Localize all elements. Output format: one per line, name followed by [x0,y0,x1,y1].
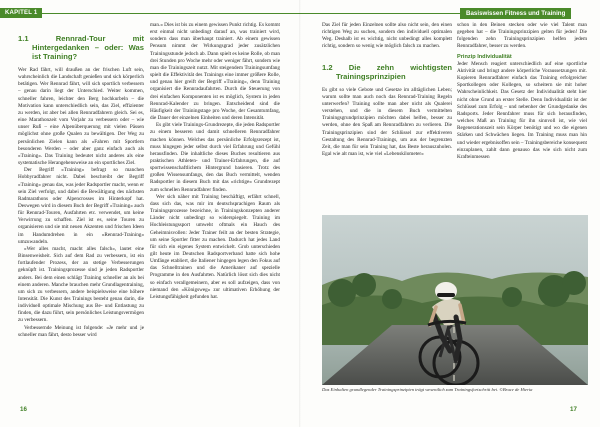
paragraph: Das Ziel für jeden Einzelnen sollte also nicht sein, den einen richtigen Weg zu suchen, sondern den individuell optimalen Weg. Deshalb ist es wichtig, nicht unbedingt alles komplett richtig, sondern so wenig wie möglich falsch zu machen. [322,22,452,50]
paragraph: Der Begriff »Training« befragt so manchen Hobbyradfahrer nicht. Dabei beschreibt der Begriff »Training« genau das, was jeder Radsportler macht, wenn er sein Ziel verfolgt, und dabei die Bewältigung des nächsten Radmarathons oder Alpencrosses im Hinterkopf hat. Deswegen wird in diesem Buch der Begriff »Training« auch für Rennrad-Touren, Ausfahrten etc. verwendet, um keine Verwirrung zu schaffen. Ziel ist es, seine Touren zu organisieren und sie mit neuen Akzenten und frischen Ideen im Handumdrehen in ein »Rennrad-Training« umzuwandeln. [18,167,144,245]
section-heading-1-2 [322,63,452,81]
paragraph: Wer sich näher mit Training beschäftigt, erfährt schnell, dass sich das, was mir im deutschsprachigen Raum als Trainingsprozesse bezeichne, in Trainingskonzepten anderer Länder nicht unbedingt so widerspiegelt. Training im Hochleistungssport umweht oftmals ein Hauch des Geheimnisvollen: Jeder Trainer feilt an der besten Strategie, um seine Sportler fitter zu machen. Dadurch hat jedes Land für sich ein eigenes System entwickelt. Grob unterschieden gilt heute im Deutschen Radsportverband hatte sich hohe Umfänge etabliert, die Italiener hingegen legen den Fokus auf das Schnelltrainen und die Amerikaner auf spezielle Programme in den Ausfahrten. Natürlich lösst sich dies nicht so einfach verallgemeinern, aber es soll aufzeigen, dass von niemand den »Königsweg« zur ultimativen Erhöhung der Leistungsfähigkeit gefunden hat. [150,193,280,300]
subheading: Prinzip Individualität [457,53,512,60]
paragraph: Verbessernde Meinung ist folgende: »Je mehr und je schneller man fährt, desto besser wird [18,324,144,338]
paragraph: Es gibt so viele Gebote und Gesetze im alltäglichen Leben; warum sollte man auch noch das Rennrad-Training Regeln unterwerfen? Training sollte man aber nicht als Qualerei verstehen, und die in diesem Buch vermittelten Trainingsgrundprinzipien möchten dabei helfen, besser zu werden, ohne den Spaß am Rennradfahren zu verlieren. Die Trainingsprinzipien sind der Schlüssel zur effektiveren Gestaltung des Rennrad-Trainings, um aus der begrenzten Zeit, die man für sein Training hat, das Beste herauszuholen. Egal wie alt man ist, wie viel »Lebenskilometer« [322,86,452,158]
section-heading-1-1 [18,34,144,61]
paragraph: Wer Rad fährt, will draußen an der frischen Luft sein, wahrscheinlich die Landschaft genießen und sich körperlich betätigen. Wer Rennrad fährt, will sich sportlich verbessern – genau darin liegt der Unterschied. Weiter kommen, schneller fahren, leichter den Berg hochkurbeln – die Motivation kann unterschiedlich sein, das Ziel, effizienter zu werden, ist aber bei allen Rennradfahrern gleich. Sei es, eine Marathonzeit vom Vorjahr zu verbessern oder – wie unser Ruß – eine Alpenüberquerung mit vielen Pässen möglichst ohne große Qualen zu bewältigen. Der Weg zu persönlichen Zielen kann als »Fahren mit Sportlern besonderen Werden – oder aber ganz einfach auch als »Training«. Das Training bedeutet nicht anderes als eine systematische Herangehensweise an ein sportliches Ziel. [18,67,144,167]
page-number-right: 17 [570,406,577,413]
cyclist-illustration [322,215,588,385]
paragraph: man.« Dies ist bis zu einem gewissen Punkt richtig. Es kommt erst einmal nicht unbedingt darauf an, was trainiert wird, sondern dass man überhaupt trainiert. Ab einem gewissen Pensum nimmt der Wirkungsgrad jeder zusätzlichen Trainingsstunde jedoch ab. Dann spielt es keine Rolle, ob man drei Stunden pro Woche mehr oder weniger fährt, sondern wie man die Trainingszeit nutzt. Mit steigendem Trainingsumfang spielt die Effektivität des Trainings eine immer größere Rolle, und genau hier greift der Begriff »Training«, denn Training organisiert die Rennradaufahrten. Durch die Steuerung von drei einfachen Komponenten ist es möglich, System in jeden Rennrad-Kalender zu bringen. Entscheidend sind die Häufigkeit der Trainingstage pro Woche, der Gesamtumfang, die Dauer der einzelnen Einheiten und deren Intensität. [150,22,280,122]
right-column-1 [322,22,452,212]
header-rule [300,13,460,14]
photo-caption: Das Einhalten grundlegender Trainingsprinzipien trägt wesentlich zum Trainingsfortschritt bei. ©Bruce de Hieria [322,387,533,392]
right-column-2 [457,22,587,212]
paragraph: »Wer alles macht, macht alles falsch«, lautet eine Binsenweisheit. Sich auf dem Rad zu verbessern, ist ein fortlaufender Prozess, der an stetige Verbesserungen geknüpft ist. Trainingsprozesse sind je jeden Radsportler anders. Bei dem einen schlägt Training schneller an als bei einem anderen. Manche brauchen mehr Grundlagentraining, um sich zu verbessern, andere beispielsweise eine höhere Intensität. Die Kunst des Trainings besteht genau darin, die individuell optimale Mischung aus Be- und Entlastung zu finden, die dazu führt, sein persönliches Leistungsvermögen zu verbessern. [18,245,144,324]
heading-number: 1.1 [18,34,29,43]
chapter-header [0,6,42,20]
heading-text: Rennrad-Tour mit Hintergedanken – oder: Was ist Training? [32,34,144,61]
header-tag: Basiswissen Fitness und Training [460,8,571,19]
chapter-tag: KAPITEL 1 [0,8,42,18]
section-header [460,6,571,20]
header-rule [38,13,300,14]
paragraph: schon in den Beinen stecken oder wie viel Talent man gegeben hat – die Trainingsprinzipien gelten für jeden! Die folgenden zehn Trainingsprinzipien helfen jedem Rennradfahrer, besser zu werden. [457,22,587,50]
heading-number: 1.2 [322,62,333,72]
cyclist-photo [322,215,588,385]
paragraph: Jeder Mensch reagiert unterschiedlich auf eine sportliche Aktivität und bringt andere körperliche Voraussetzungen mit. Kopieren Rennradfahrer einfach das Training erfolgreicher Sportkollegen oder Kollegen, so scheitern sie mit hoher Wahrscheinlichkeit. Das Gesetz der Individualität steht hier nicht ohne Grund an erster Stelle. Denn Individualität ist der Schlüssel zum Erfolg – und nebenher der Grundgedanke des Radsports. Jeder Rennfahrer muss für sich herausfinden, welches Maß an Training für ihn sinnvoll ist, wie viel Regenerationszeit sein Körper benötigt und wo die eigenen Stärken und Schwächen liegen. Im Training muss man hin und wieder ergebnisoffen sein – Trainingsbereiche konsequent einzuplanen, zahlt dann genauso das wie sich nicht zum Krafteinmessen [457,60,587,160]
left-column-2 [150,22,280,394]
left-column-1 [18,34,144,404]
heading-text: Die zehn wichtigsten Trainingsprinzipien [336,62,452,81]
paragraph: Es gibt viele Trainings-Grundrezepte, die jeden Radsportler zu einem besseren und damit schnelleren Rennradfahrer machen können. Welches das persönliche Erfolgsrezept ist, muss hingegen jeder selbst durch viel Erfahrung und Gefühl herausfinden. Die inhaltliche dieses Buches resultieren aus praktischen Athleten- und Trainer-Erfahrungen, die auf sportwissenschaftlichem Hintergrund basieren. Trotz des großen Wissensumfangs, den das Buch vermittelt, wenden Radsportler in diesem Buch mit das »richtige« Grundrezept zum schnellen Rennradfahrer finden. [150,122,280,193]
page-number-left: 16 [20,406,27,413]
